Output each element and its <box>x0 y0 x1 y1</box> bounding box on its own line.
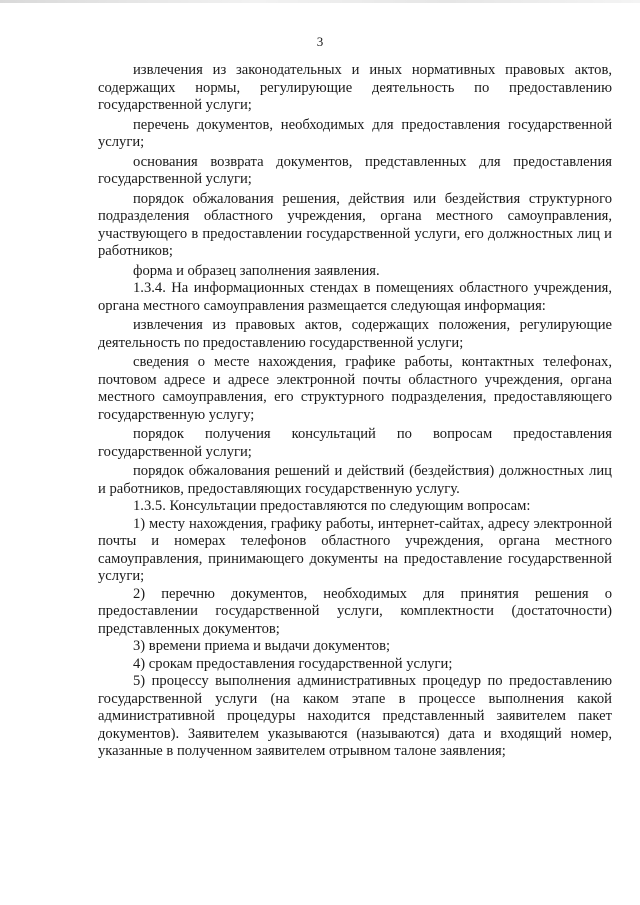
paragraph-section-1-3-4: 1.3.4. На информационных стендах в помещениях областного учреждения, органа местного самоуправления размещается следующая информация: <box>98 280 612 314</box>
paragraph-location-info: сведения о месте нахождения, графике работы, контактных телефонах, почтовом адресе и адресе электронной почты областного учреждения, органа местного самоуправления, его структурного подразделения, предоставляющего государственную услугу; <box>98 354 612 423</box>
paragraph-application-form: форма и образец заполнения заявления. <box>133 262 380 279</box>
paragraph-return-grounds: основания возврата документов, представленных для предоставления государственной услуги; <box>98 153 612 187</box>
list-item-4: 4) срокам предоставления государственной услуги; <box>133 655 453 672</box>
paragraph-appeal-procedure: порядок обжалования решения, действия или бездействия структурного подразделения областного учреждения, органа местного самоуправления, участвующего в предоставлении государственной услуги, его должностных лиц и работников; <box>98 190 612 259</box>
paragraph-documents-list: перечень документов, необходимых для предоставления государственной услуги; <box>98 116 612 150</box>
paragraph-appeal-decisions: порядок обжалования решений и действий (бездействия) должностных лиц и работников, предоставляющих государственную услугу. <box>98 463 612 497</box>
paragraph-consultation-order: порядок получения консультаций по вопросам предоставления государственной услуги; <box>98 426 612 460</box>
list-item-1: 1) месту нахождения, графику работы, интернет-сайтах, адресу электронной почты и номерах телефонов областного учреждения, органа местного самоуправления, принимающего документы на предоставление государственной услуги; <box>98 515 612 584</box>
list-item-2: 2) перечню документов, необходимых для принятия решения о предоставлении государственной услуги, комплектности (достаточности) представленных документов; <box>98 585 612 637</box>
list-item-5: 5) процессу выполнения административных процедур по предоставлению государственной услуги (на каком этапе в процессе выполнения какой административной процедуры находится представленный заявителем пакет документов). Заявителем указываются (называются) дата и входящий номер, указанные в полученном заявителем отрывном талоне заявления; <box>98 673 612 759</box>
page-number: 3 <box>316 34 324 49</box>
scan-edge <box>0 0 640 3</box>
list-item-3: 3) времени приема и выдачи документов; <box>133 638 391 654</box>
document-body <box>98 62 612 761</box>
paragraph-extracts-legal-acts: извлечения из правовых актов, содержащих положения, регулирующие деятельность по предоставлению государственной услуги; <box>98 317 612 351</box>
paragraph-extracts-legislation: извлечения из законодательных и иных нормативных правовых актов, содержащих нормы, регулирующие деятельность по предоставлению государственной услуги; <box>98 62 612 113</box>
paragraph-section-1-3-5: 1.3.5. Консультации предоставляются по следующим вопросам: <box>133 498 531 514</box>
